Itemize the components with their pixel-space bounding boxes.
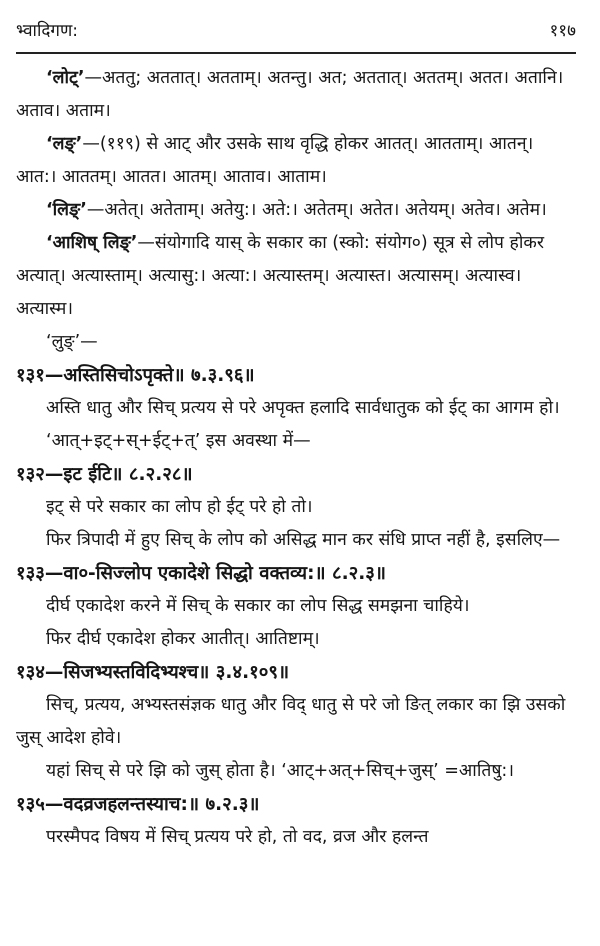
paragraph: ‘आत्+इट्+स्+ईट्+त्’ इस अवस्था में— [46, 431, 311, 451]
paragraph: फिर दीर्घ एकादेश होकर आतीत्। आतिष्टाम्। [46, 629, 320, 649]
paragraph: ‘लुङ्’— [46, 332, 98, 352]
section-title: भ्वादिगण: [16, 21, 78, 41]
term: ‘लङ्’ [46, 134, 83, 154]
paragraph: फिर त्रिपादी में हुए सिच् के लोप को असिद्ध मान कर संधि प्राप्त नहीं है, इसलिए— [46, 530, 561, 550]
sutra-heading: १३४—सिजभ्यस्तविदिभ्यश्च॥ ३.४.१०९॥ [16, 662, 290, 683]
sutra-heading: १३३—वा०-सिज्लोप एकादेशे सिद्धो वक्तव्य:॥ ८.२.३॥ [16, 563, 387, 584]
header-rule [16, 52, 576, 54]
sutra-heading: १३१—अस्तिसिचोऽपृक्ते॥ ७.३.९६॥ [16, 365, 255, 386]
term: ‘लोट्’ [46, 68, 85, 88]
page-number: ११७ [549, 21, 576, 41]
sutra-heading: १३२—इट ईटि॥ ८.२.२८॥ [16, 464, 193, 485]
sutra-heading: १३५—वदव्रजहलन्तस्याच:॥ ७.२.३॥ [16, 794, 260, 815]
paragraph: ‘लिङ्’—अतेत्। अतेताम्। अतेयु:। अते:। अतेतम्। अतेत। अतेयम्। अतेव। अतेम। [46, 200, 547, 220]
paragraph: परस्मैपद विषय में सिच् प्रत्यय परे हो, तो वद, व्रज और हलन्त [46, 827, 429, 847]
page-content [16, 62, 576, 854]
paragraph: ‘आशिष् लिङ्’—संयोगादि यास् के सकार का (स्को: संयोग०) सूत्र से लोप होकर अत्यात्। अत्यास्ताम्। अत्यासु:। अत्या:। अत्यास्तम्। अत्यास्त। अत्यासम्। अत्यास्व। अत्यास्म। [16, 233, 544, 319]
paragraph: यहां सिच् से परे झि को जुस् होता है। ‘आट्+अत्+सिच्+जुस्’ =आतिषु:। [46, 761, 514, 781]
paragraph: अस्ति धातु और सिच् प्रत्यय से परे अपृक्त हलादि सार्वधातुक को ईट् का आगम हो। [46, 398, 560, 418]
term: ‘आशिष् लिङ्’ [46, 233, 138, 253]
paragraph: इट् से परे सकार का लोप हो ईट् परे हो तो। [46, 497, 313, 517]
term: ‘लिङ्’ [46, 200, 87, 220]
paragraph: ‘लोट्’—अततु; अततात्। अतताम्। अतन्तु। अत; अततात्। अततम्। अतत। अतानि। अताव। अताम। [16, 68, 564, 121]
page-header [16, 18, 576, 44]
paragraph: दीर्घ एकादेश करने में सिच् के सकार का लोप सिद्ध समझना चाहिये। [46, 596, 470, 616]
paragraph: ‘लङ्’—(११९) से आट् और उसके साथ वृद्धि होकर आतत्। आतताम्। आतन्। आत:। आततम्। आतत। आतम्। आताव। आताम। [16, 134, 534, 187]
paragraph: सिच्, प्रत्यय, अभ्यस्तसंज्ञक धातु और विद् धातु से परे जो ङित् लकार का झि उसको जुस् आदेश होवे। [16, 695, 566, 748]
